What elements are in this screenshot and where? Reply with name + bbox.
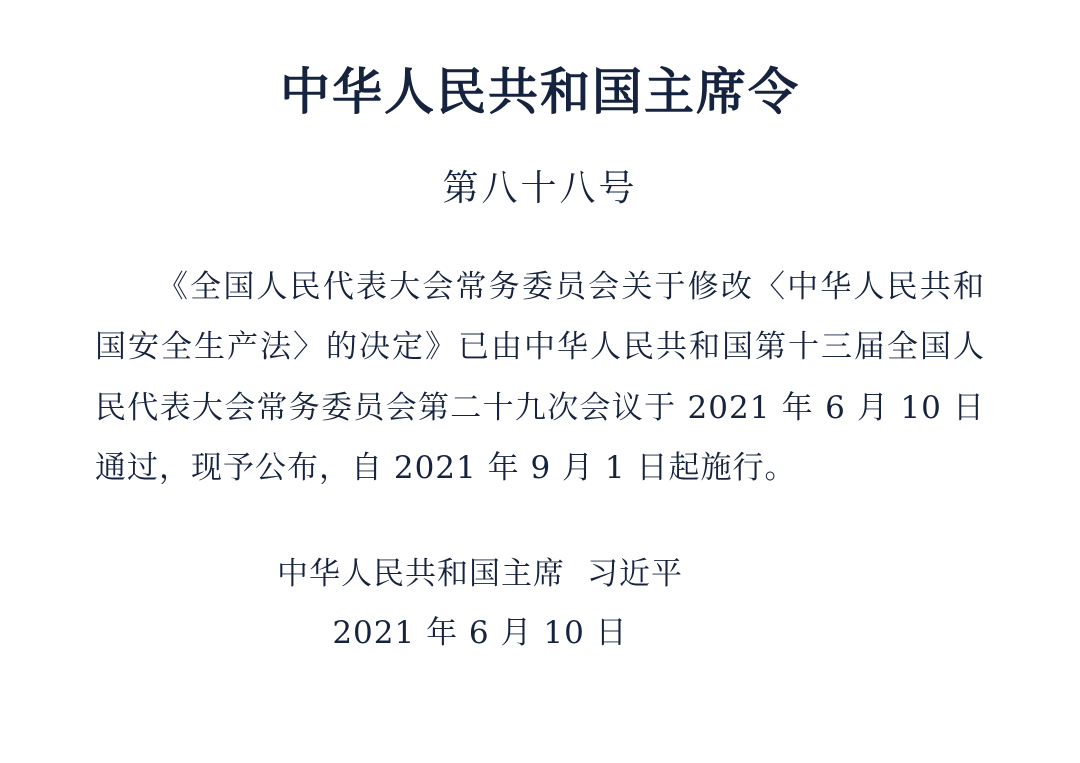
signer-name: 习近平: [587, 556, 683, 593]
page-title: 中华人民共和国主席令: [280, 63, 800, 121]
signature-title: 中华人民共和国主席: [277, 556, 565, 593]
signature-line: [0, 545, 1080, 604]
signature-date: 2021 年 6 月 10 日: [332, 615, 628, 652]
signature-block: [0, 545, 1080, 663]
decree-number: 第八十八号: [442, 168, 638, 209]
decree-body-text: 《全国人民代表大会常务委员会关于修改〈中华人民共和国安全生产法〉的决定》已由中华人民共和国第十三届全国人民代表大会常务委员会第二十九次会议于 2021 年 6 月 10 日通过，现予公布，自 2021 年 9 月 1 日起施行。: [95, 269, 985, 487]
